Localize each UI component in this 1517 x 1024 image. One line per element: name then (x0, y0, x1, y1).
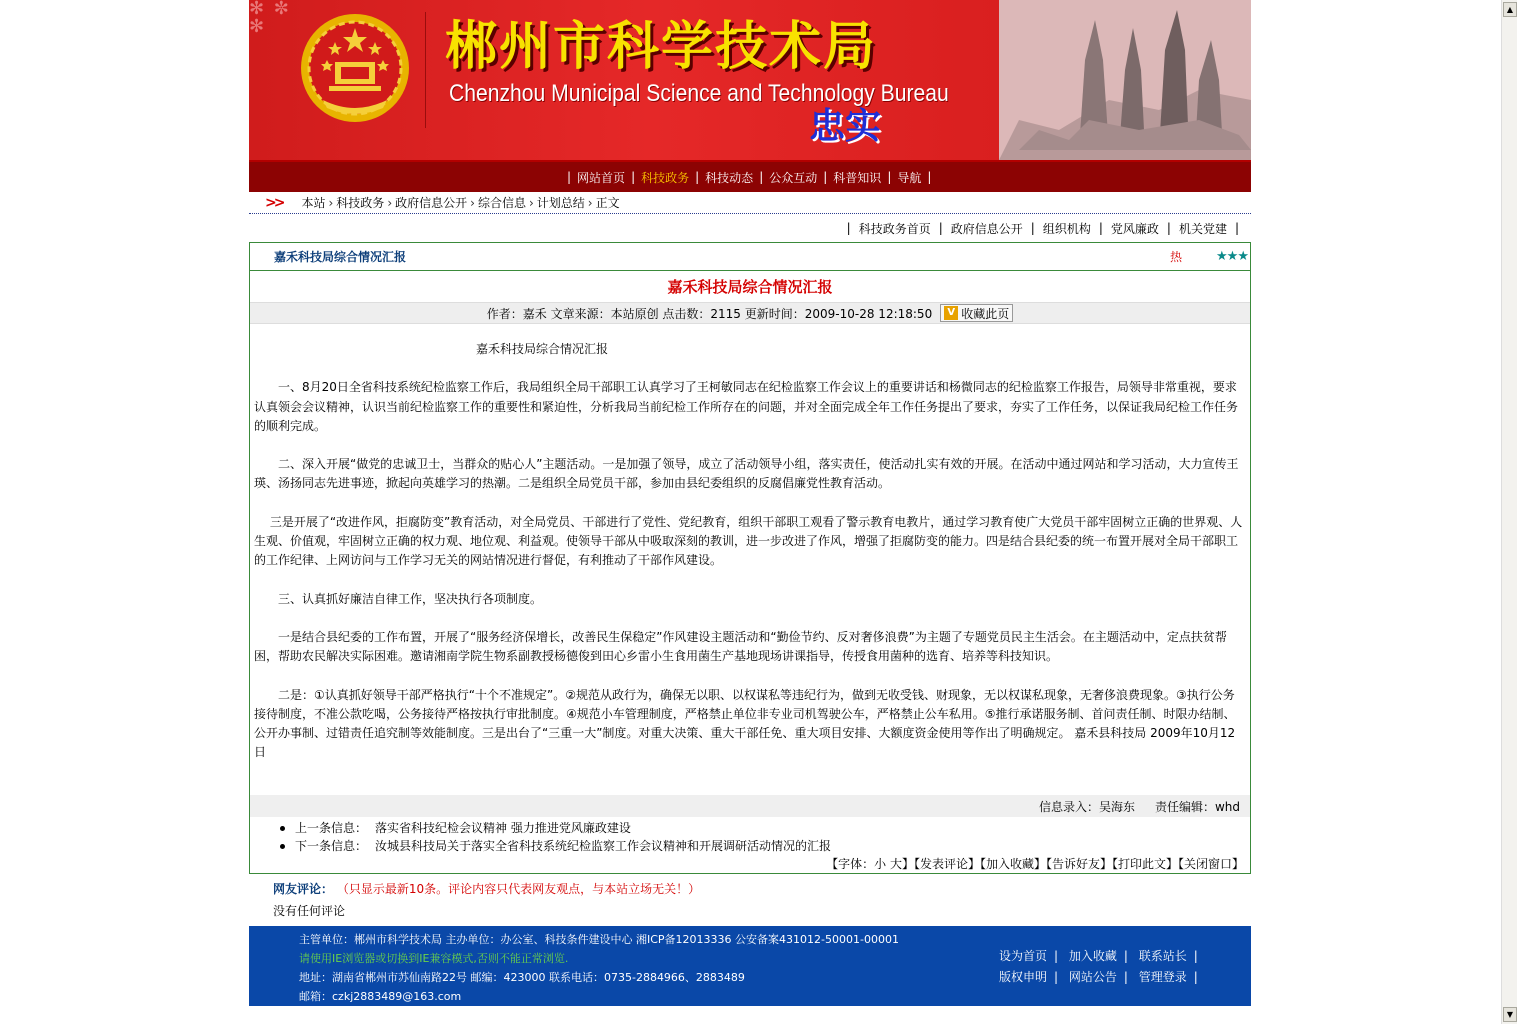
subnav-party-building[interactable]: 机关党建 (1178, 221, 1227, 236)
page (249, 0, 1251, 1006)
subnav-organization[interactable]: 组织机构 (1042, 221, 1091, 236)
banner-divider (425, 12, 426, 128)
content-title: 嘉禾科技局综合情况汇报 (476, 342, 609, 356)
editor-by: 责任编辑：whd (1154, 799, 1240, 814)
content-paragraph: 二、深入开展“做党的忠诚卫士，当群众的贴心人”主题活动。一是加强了领导，成立了活动领导小组，落实责任，使活动扎实有效的开展。在活动中通过网站和学习活动，大力宣传王瑛、汤扬同志先进事迹，掀起向英雄学习的热潮。二是组织全局党员干部，参加由县纪委组织的反腐倡廉党性教育活动。 (254, 457, 1239, 491)
breadcrumb-sci-affairs[interactable]: 科技政务 (336, 196, 385, 210)
comments-title: 网友评论： (273, 882, 334, 896)
site-title: 郴州市科学技术局 (445, 16, 878, 77)
footer-set-home[interactable]: 设为首页 (999, 949, 1048, 963)
vertical-scrollbar[interactable] (1501, 0, 1517, 1024)
article-meta-text: 作者：嘉禾 文章来源：本站原创 点击数：2115 更新时间：2009-10-28 12:18:50 (486, 306, 933, 321)
prev-next-list (280, 819, 831, 855)
nav-navigation[interactable]: 导航 (897, 170, 922, 185)
next-label: 下一条信息： (295, 839, 368, 853)
list-item (280, 819, 831, 837)
nav-sci-news[interactable]: 科技动态 (705, 170, 754, 185)
entry-by: 信息录入：吴海东 (1038, 799, 1135, 814)
content-paragraph: 一是结合县纪委的工作布置，开展了“服务经济保增长，改善民生保稳定”作风建设主题活动和“勤俭节约、反对奢侈浪费”为主题了专题党员民主生活会。在主题活动中，定点扶贫帮困，帮助农民解决实际困难。邀请湘南学院生物系副教授杨德俊到田心乡雷小生食用菌生产基地现场讲课指导，传授食用菌种的选育、培养等科技知识。 (254, 629, 1227, 664)
statue-image (999, 0, 1251, 160)
subnav-separator: | (1098, 221, 1103, 235)
article-box (249, 242, 1251, 874)
nav-separator: | (927, 170, 932, 184)
breadcrumb-home[interactable]: 本站 (301, 196, 326, 210)
article-title: 嘉禾科技局综合情况汇报 (667, 278, 833, 296)
snowflake-decoration: ✻ ✼ ✻ (249, 0, 291, 37)
prev-article-link[interactable]: 落实省科技纪检会议精神 强力推进党风廉政建设 (375, 821, 631, 835)
subnav-party-integrity[interactable]: 党风廉政 (1110, 221, 1159, 236)
footer-contact[interactable]: 联系站长 (1138, 949, 1187, 963)
nav-separator: | (567, 170, 572, 184)
site-banner (249, 0, 1251, 160)
breadcrumb-current: 正文 (595, 196, 620, 210)
footer-sponsor: 主管单位：郴州市科学技术局 主办单位：办公室、科技条件建设中心 湘ICP备12013336 公安备案431012-50001-00001 (299, 933, 899, 946)
article-header-bar (250, 243, 1250, 271)
article-meta (250, 302, 1250, 324)
nav-separator: | (759, 170, 764, 184)
footer-admin-login[interactable]: 管理登录 (1138, 970, 1187, 984)
comments-note: （只显示最新10条。评论内容只代表网友观点，与本站立场无关！） (336, 882, 701, 896)
subnav-separator: | (1166, 221, 1171, 235)
site-footer (249, 926, 1251, 1006)
sub-nav (249, 218, 1251, 238)
national-emblem-icon (299, 12, 411, 124)
main-nav (249, 160, 1251, 192)
subnav-gov-info[interactable]: 政府信息公开 (950, 221, 1023, 236)
favorite-icon: V (944, 306, 958, 320)
nav-separator: | (695, 170, 700, 184)
comments-empty: 没有任何评论 (273, 904, 346, 918)
footer-address: 地址：湖南省郴州市苏仙南路22号 邮编：423000 联系电话：0735-2884966、2883489 (299, 971, 745, 984)
favorite-button[interactable] (940, 304, 1013, 322)
star-rating: ★★★ (1216, 249, 1248, 264)
comments-section (249, 878, 1251, 922)
nav-sci-affairs[interactable]: 科技政务 (641, 170, 690, 185)
content-paragraph: 一、8月20日全省科技系统纪检监察工作后，我局组织全局干部职工认真学习了王柯敏同志在纪检监察工作会议上的重要讲话和杨微同志的纪检监察工作报告，局领导非常重视，要求认真领会会议精神，认识当前纪检监察工作的重要性和紧迫性，分析我局当前纪检工作所存在的问题，并对全面完成全年工作任务提出了要求，夯实了工作任务，以保证我局纪检工作任务的顺利完成。 (254, 380, 1239, 433)
favorite-label: 收藏此页 (961, 306, 1010, 321)
next-article-link[interactable]: 汝城县科技局关于落实全省科技系统纪检监察工作会议精神和开展调研活动情况的汇报 (375, 839, 832, 853)
breadcrumb-separator: › (328, 195, 334, 210)
article-tools[interactable]: 【字体：小 大】【发表评论】【加入收藏】【告诉好友】【打印此文】【关闭窗口】 (826, 857, 1244, 871)
hot-badge: 热 (1169, 250, 1182, 264)
content-paragraph: 三是开展了“改进作风，拒腐防变”教育活动，对全局党员、干部进行了党性、党纪教育，组织干部职工观看了警示教育电教片，通过学习教育使广大党员干部牢固树立正确的世界观、人生观、价值观，牢固树立正确的权力观、地位观、利益观。使领导干部从中吸取深刻的教训，进一步改进了作风，增强了拒腐防变的能力。四是结合县纪委的统一布置开展对全局干部职工的工作纪律、上网访问与工作学习无关的网站情况进行督促，有利推动了干部作风建设。 (254, 514, 1243, 568)
footer-browser-notice: 请使用IE浏览器或切换到IE兼容模式,否则不能正常浏览. (299, 952, 569, 965)
breadcrumb-plan-summary[interactable]: 计划总结 (536, 196, 585, 210)
scroll-down-icon[interactable]: ▼ (1503, 1007, 1517, 1022)
subnav-separator: | (938, 221, 943, 235)
subnav-affairs-home[interactable]: 科技政务首页 (858, 221, 931, 236)
scroll-up-icon[interactable]: ▲ (1503, 2, 1517, 17)
double-arrow-icon: >> (265, 194, 283, 211)
footer-copyright[interactable]: 版权申明 (999, 970, 1048, 984)
content-paragraph: 三、认真抓好廉洁自律工作，坚决执行各项制度。 (254, 591, 543, 606)
breadcrumb-separator: › (470, 195, 475, 210)
content-paragraph: 二是：①认真抓好领导干部严格执行“十个不准规定”。②规范从政行为，确保无以职、以权谋私等违纪行为，做到无收受钱、财现象，无以权谋私现象，无奢侈浪费现象。③执行公务接待制度，不准公款吃喝，公务接待严格按执行审批制度。④规范小车管理制度，严格禁止单位非专业司机驾驶公车，严格禁止公车私用。⑤推行承诺服务制、首问责任制、时限办结制、公开办事制、过错责任追究制等效能制度。三是出台了“三重一大”制度。对重大决策、重大干部任免、重大项目安排、大额度资金使用等作出了明确规定。 嘉禾县科技局 2009年10月12日 (254, 687, 1236, 760)
subnav-separator: | (1030, 221, 1035, 235)
breadcrumb-separator: › (528, 195, 534, 210)
bullet-icon (280, 844, 285, 849)
subnav-separator: | (1234, 221, 1239, 235)
footer-add-favorite[interactable]: 加入收藏 (1068, 949, 1117, 963)
nav-sci-knowledge[interactable]: 科普知识 (833, 170, 882, 185)
list-item (280, 837, 831, 855)
nav-home[interactable]: 网站首页 (577, 170, 626, 185)
subnav-separator: | (846, 221, 851, 235)
nav-separator: | (823, 170, 828, 184)
nav-public-interaction[interactable]: 公众互动 (769, 170, 818, 185)
article-header-title: 嘉禾科技局综合情况汇报 (274, 250, 407, 264)
footer-links: 设为首页 | 加入收藏 | 联系站长 | 版权申明 | 网站公告 | 管理登录 | (999, 949, 1198, 984)
article-footer-info (250, 795, 1250, 817)
article-content (250, 324, 1250, 763)
nav-separator: | (631, 170, 636, 184)
prev-label: 上一条信息： (295, 821, 368, 835)
breadcrumb-separator: › (587, 195, 593, 210)
footer-email: 邮箱：czkj2883489@163.com (299, 990, 462, 1003)
nav-separator: | (887, 170, 892, 184)
footer-announcement[interactable]: 网站公告 (1068, 970, 1117, 984)
breadcrumb-separator: › (387, 195, 393, 210)
breadcrumb (249, 192, 1251, 214)
site-title-english: Chenzhou Municipal Science and Technology Bureau (449, 80, 949, 107)
breadcrumb-gov-info[interactable]: 政府信息公开 (395, 196, 468, 210)
breadcrumb-general-info[interactable]: 综合信息 (477, 196, 526, 210)
motto-text: 忠实 (809, 105, 882, 147)
bullet-icon (280, 826, 285, 831)
